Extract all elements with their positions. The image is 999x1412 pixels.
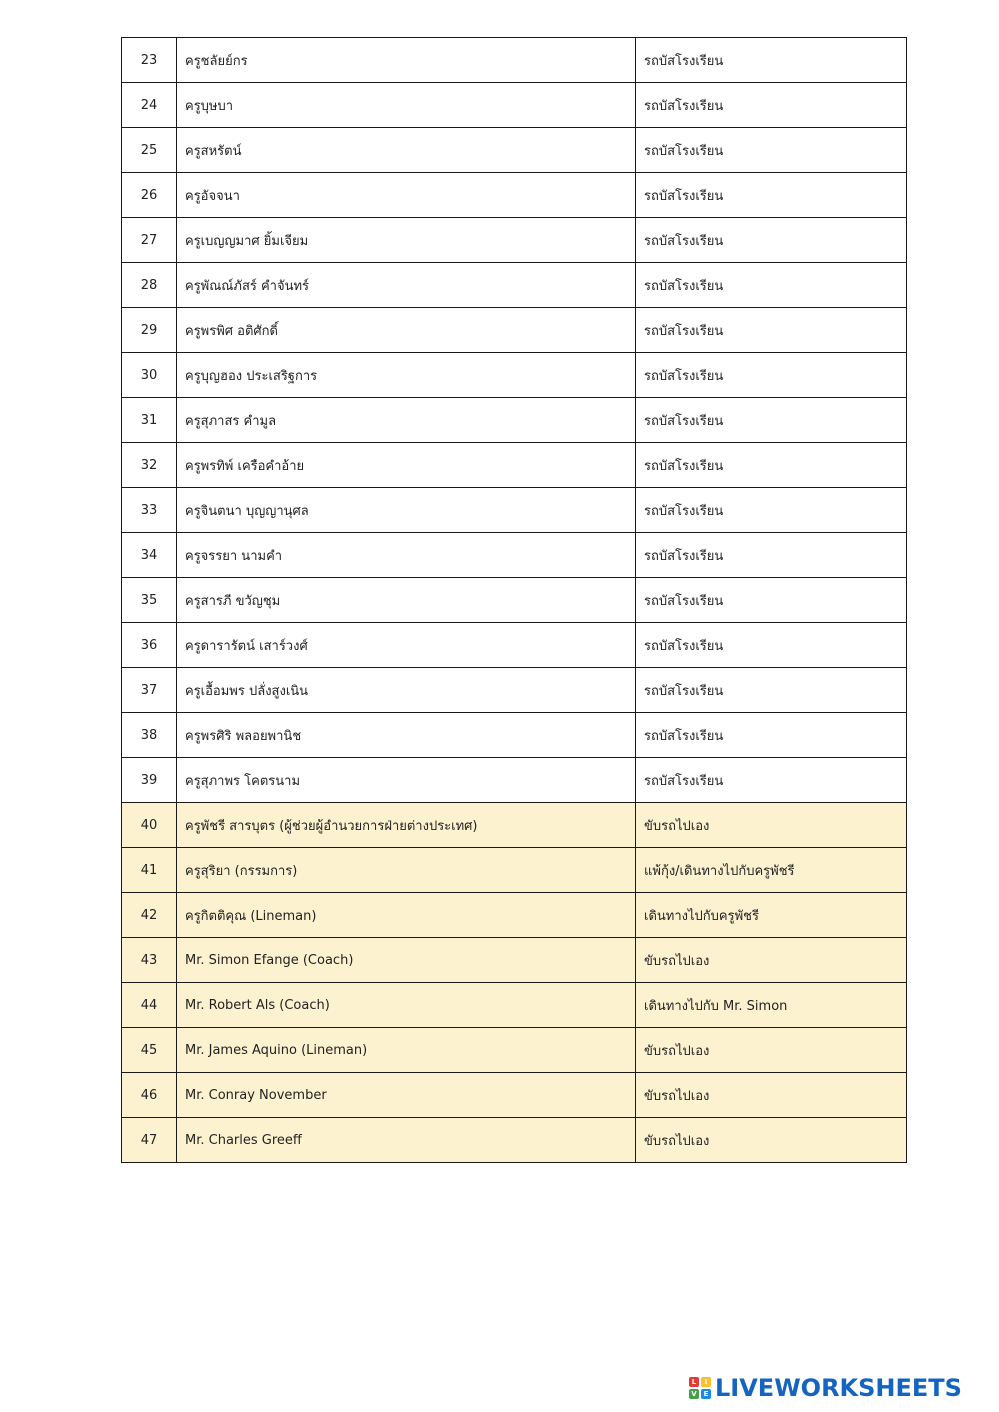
table-row [122, 623, 907, 668]
table-row [122, 263, 907, 308]
row-travel: รถบัสโรงเรียน [636, 533, 907, 578]
row-travel: ขับรถไปเอง [636, 1028, 907, 1073]
row-name: ครูเอื้อมพร ปลั่งสูงเนิน [177, 668, 636, 713]
table-row [122, 848, 907, 893]
row-number: 31 [122, 398, 177, 443]
table-row [122, 578, 907, 623]
row-name: ครูสหรัตน์ [177, 128, 636, 173]
row-name: ครูสุภาสร คำมูล [177, 398, 636, 443]
row-number: 23 [122, 38, 177, 83]
table-row [122, 533, 907, 578]
row-travel: รถบัสโรงเรียน [636, 128, 907, 173]
row-number: 43 [122, 938, 177, 983]
row-number: 32 [122, 443, 177, 488]
row-name: ครูบุญฮอง ประเสริฐการ [177, 353, 636, 398]
row-name: ครูพรทิพ์ เครือคำอ้าย [177, 443, 636, 488]
table-row [122, 83, 907, 128]
row-number: 47 [122, 1118, 177, 1163]
table-row [122, 893, 907, 938]
brand-name: LIVEWORKSHEETS [715, 1374, 962, 1402]
row-name: ครูสุภาพร โคตรนาม [177, 758, 636, 803]
row-travel: รถบัสโรงเรียน [636, 578, 907, 623]
row-number: 35 [122, 578, 177, 623]
row-travel: รถบัสโรงเรียน [636, 263, 907, 308]
row-number: 34 [122, 533, 177, 578]
row-number: 41 [122, 848, 177, 893]
row-name: Mr. Conray November [177, 1073, 636, 1118]
row-travel: ขับรถไปเอง [636, 803, 907, 848]
row-travel: รถบัสโรงเรียน [636, 398, 907, 443]
row-name: ครูสารภี ขวัญชุม [177, 578, 636, 623]
row-name: ครูกิตติคุณ (Lineman) [177, 893, 636, 938]
table-row [122, 983, 907, 1028]
row-name: ครูเบญญมาศ ยิ้มเจียม [177, 218, 636, 263]
row-number: 33 [122, 488, 177, 533]
roster-body [122, 38, 907, 1163]
row-name: ครูจรรยา นามคำ [177, 533, 636, 578]
logo-icon [689, 1377, 711, 1399]
row-travel: รถบัสโรงเรียน [636, 668, 907, 713]
table-row [122, 173, 907, 218]
row-number: 44 [122, 983, 177, 1028]
table-row [122, 128, 907, 173]
row-travel: ขับรถไปเอง [636, 1118, 907, 1163]
table-row [122, 443, 907, 488]
row-number: 45 [122, 1028, 177, 1073]
row-travel: รถบัสโรงเรียน [636, 713, 907, 758]
table-row [122, 38, 907, 83]
table-row [122, 218, 907, 263]
table-row [122, 308, 907, 353]
row-name: ครูพัณณ์ภัสร์ คำจันทร์ [177, 263, 636, 308]
row-number: 27 [122, 218, 177, 263]
row-travel: รถบัสโรงเรียน [636, 758, 907, 803]
logo-square: E [701, 1389, 711, 1399]
row-name: ครูสุริยา (กรรมการ) [177, 848, 636, 893]
row-travel: รถบัสโรงเรียน [636, 353, 907, 398]
table-row [122, 1073, 907, 1118]
row-name: ครูอัจจนา [177, 173, 636, 218]
row-name: ครูชลัยย์กร [177, 38, 636, 83]
row-name: ครูพรพิศ อติศักดิ์ [177, 308, 636, 353]
row-number: 26 [122, 173, 177, 218]
liveworksheets-logo [689, 1374, 962, 1402]
row-number: 28 [122, 263, 177, 308]
row-name: ครูพัชรี สารบุตร (ผู้ช่วยผู้อำนวยการฝ่ายต่างประเทศ) [177, 803, 636, 848]
row-number: 39 [122, 758, 177, 803]
table-row [122, 1118, 907, 1163]
row-travel: รถบัสโรงเรียน [636, 83, 907, 128]
logo-square: L [689, 1377, 699, 1387]
table-row [122, 803, 907, 848]
row-number: 25 [122, 128, 177, 173]
row-name: ครูจินตนา บุญญานุศล [177, 488, 636, 533]
logo-square: V [689, 1389, 699, 1399]
row-travel: แพ้กุ้ง/เดินทางไปกับครูพัชรี [636, 848, 907, 893]
row-number: 30 [122, 353, 177, 398]
row-travel: รถบัสโรงเรียน [636, 308, 907, 353]
row-number: 42 [122, 893, 177, 938]
row-travel: รถบัสโรงเรียน [636, 38, 907, 83]
row-travel: ขับรถไปเอง [636, 938, 907, 983]
table-row [122, 713, 907, 758]
row-name: ครูพรศิริ พลอยพานิช [177, 713, 636, 758]
roster-table [121, 37, 907, 1163]
row-name: ครูบุษบา [177, 83, 636, 128]
row-number: 38 [122, 713, 177, 758]
row-number: 24 [122, 83, 177, 128]
table-row [122, 758, 907, 803]
row-number: 40 [122, 803, 177, 848]
row-name: Mr. Robert Als (Coach) [177, 983, 636, 1028]
row-number: 37 [122, 668, 177, 713]
row-travel: รถบัสโรงเรียน [636, 173, 907, 218]
row-name: ครูดารารัตน์ เสาร์วงศ์ [177, 623, 636, 668]
table-row [122, 938, 907, 983]
row-travel: รถบัสโรงเรียน [636, 623, 907, 668]
table-row [122, 668, 907, 713]
row-name: Mr. Charles Greeff [177, 1118, 636, 1163]
row-travel: รถบัสโรงเรียน [636, 488, 907, 533]
table-row [122, 1028, 907, 1073]
row-travel: รถบัสโรงเรียน [636, 443, 907, 488]
row-travel: เดินทางไปกับ Mr. Simon [636, 983, 907, 1028]
row-number: 46 [122, 1073, 177, 1118]
row-travel: ขับรถไปเอง [636, 1073, 907, 1118]
row-name: Mr. James Aquino (Lineman) [177, 1028, 636, 1073]
row-number: 29 [122, 308, 177, 353]
logo-square: I [701, 1377, 711, 1387]
table-row [122, 488, 907, 533]
table-row [122, 353, 907, 398]
row-travel: เดินทางไปกับครูพัชรี [636, 893, 907, 938]
table-row [122, 398, 907, 443]
row-name: Mr. Simon Efange (Coach) [177, 938, 636, 983]
row-number: 36 [122, 623, 177, 668]
row-travel: รถบัสโรงเรียน [636, 218, 907, 263]
